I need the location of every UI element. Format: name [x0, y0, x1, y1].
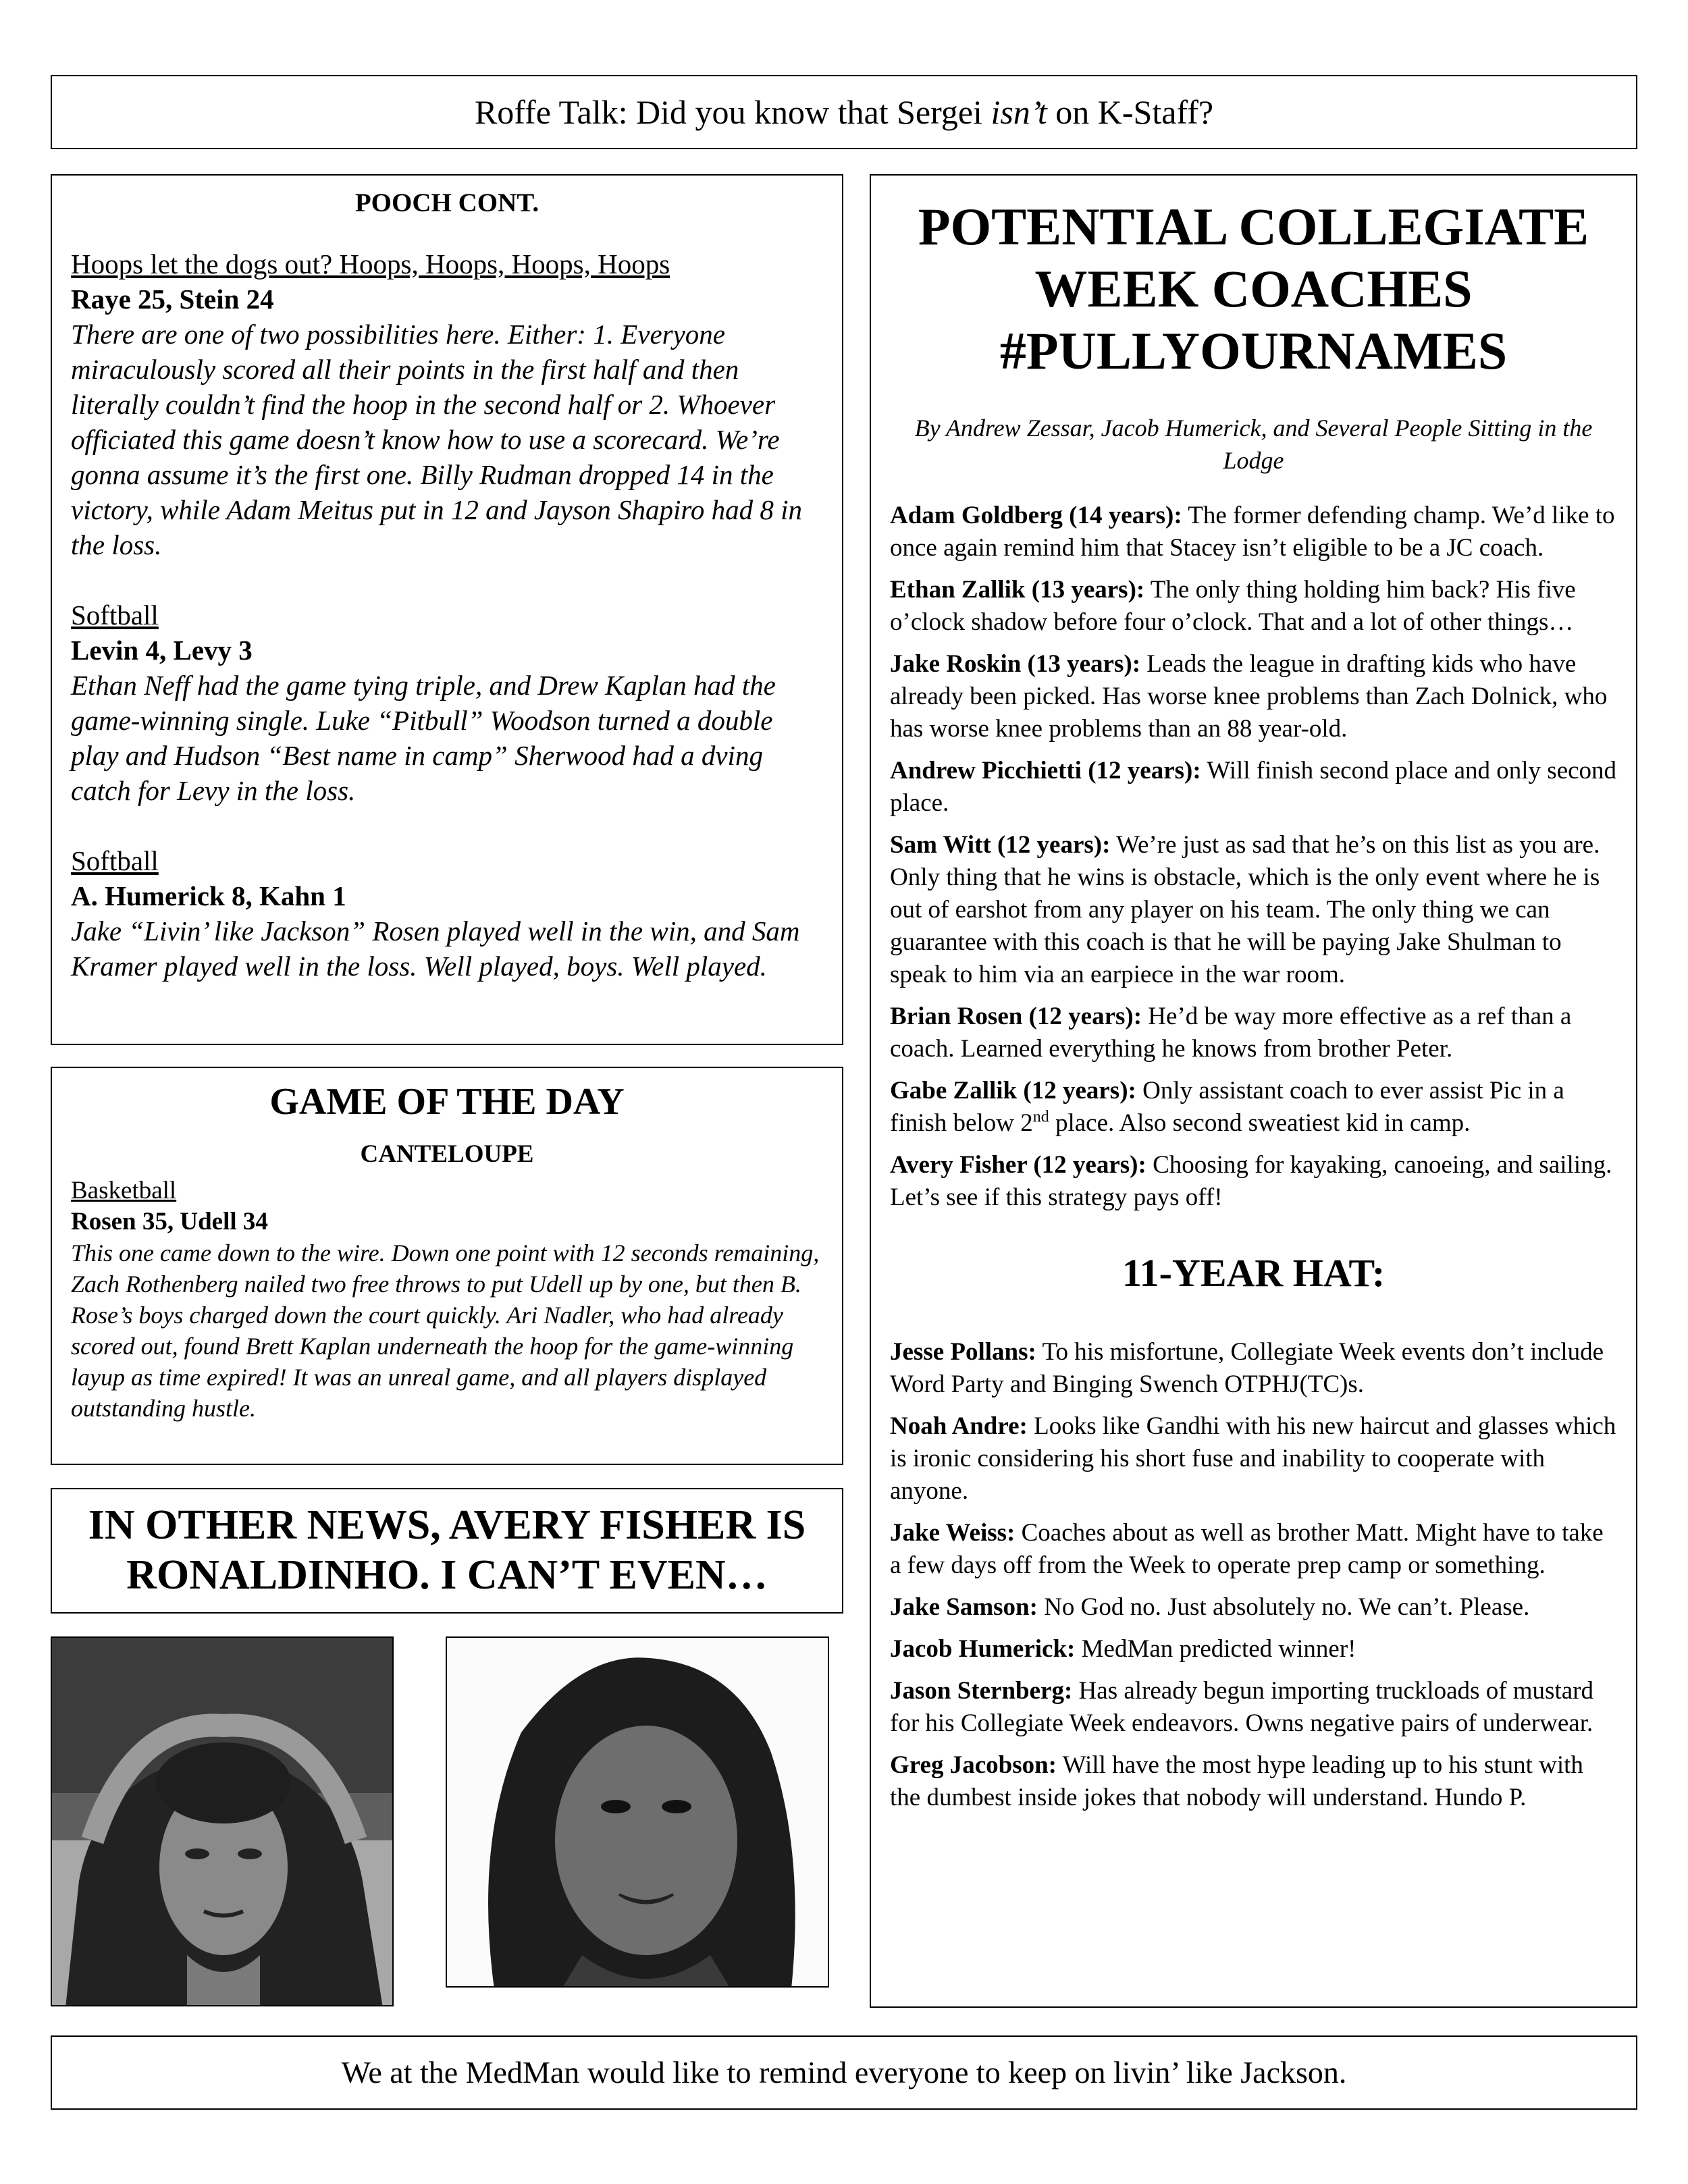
pooch-section — [51, 174, 843, 1045]
hat-text: To his misfortune, Collegiate Week events don’t include Word Party and Binging Swench OTPHJ(TC)s. — [890, 1338, 1604, 1398]
hat-text: Looks like Gandhi with his new haircut and glasses which is ironic considering his short fuse and inability to cooperate with anyone. — [890, 1412, 1616, 1505]
coach-name: Avery Fisher (12 years): — [890, 1151, 1146, 1179]
game-entry — [71, 843, 823, 984]
coach-name: Brian Rosen (12 years): — [890, 1003, 1142, 1030]
game-sport: Softball — [71, 845, 159, 876]
coach-text: The only thing holding him back? His five o’clock shadow before four o’clock. That and a lot of other things… — [890, 576, 1576, 636]
hat-text: No God no. Just absolutely no. We can’t. Please. — [1037, 1593, 1530, 1621]
coach-text-post: place. Also second sweatiest kid in camp. — [1049, 1109, 1471, 1137]
coach-entry — [890, 1149, 1617, 1214]
hat-text: MedMan predicted winner! — [1075, 1635, 1356, 1663]
coach-entry — [890, 574, 1617, 639]
coach-text: Leads the league in drafting kids who have already been picked. Has worse knee problems than Zach Dolnick, who has worse knee problems than an 88 year-old. — [890, 650, 1608, 743]
coaches-title: POTENTIAL COLLEGIATE WEEK COACHES #PULLYOURNAMES — [918, 197, 1589, 380]
game-score: Raye 25, Stein 24 — [71, 284, 274, 315]
hat-text: Coaches about as well as brother Matt. Might have to take a few days off from the Week to operate prep camp or something. — [890, 1519, 1604, 1579]
coach-name: Gabe Zallik (12 years): — [890, 1077, 1136, 1104]
game-sport: Hoops let the dogs out? Hoops, Hoops, Hoops, Hoops — [71, 248, 670, 279]
coaches-section — [870, 174, 1637, 2008]
hat-name: Jacob Humerick: — [890, 1635, 1076, 1663]
game-blurb: Ethan Neff had the game tying triple, and Drew Kaplan had the game-winning single. Luke “Pitbull” Woodson turned a double play and Hudson “Best name in camp” Sherwood had a dving catch for Levy in the loss. — [71, 670, 776, 806]
god-sport: Basketball — [71, 1177, 177, 1204]
ronaldinho-photo — [446, 1636, 829, 1988]
hat-entry — [890, 1336, 1617, 1401]
coach-entry — [890, 1075, 1617, 1140]
hat-text: Has already begun importing truckloads of mustard for his Collegiate Week endeavors. Owns negative pairs of underwear. — [890, 1677, 1593, 1737]
hat-name: Greg Jacobson: — [890, 1751, 1057, 1779]
hat-text: Will have the most hype leading up to his stunt with the dumbest inside jokes that nobody will understand. Hundo P. — [890, 1751, 1583, 1811]
coach-name: Sam Witt (12 years): — [890, 831, 1111, 859]
hat-name: Noah Andre: — [890, 1412, 1028, 1440]
coach-text: He’d be way more effective as a ref than a coach. Learned everything he knows from brother Peter. — [890, 1003, 1572, 1063]
coach-text: Choosing for kayaking, canoeing, and sailing. Let’s see if this strategy pays off! — [890, 1151, 1612, 1211]
god-subtitle: CANTELOUPE — [360, 1140, 534, 1168]
coach-text: Will finish second place and only second place. — [890, 757, 1617, 817]
hat-entry — [890, 1410, 1617, 1508]
header-text-pre: Roffe Talk: Did you know that Sergei — [474, 93, 991, 131]
hat-entry — [890, 1591, 1617, 1624]
hat-name: Jake Samson: — [890, 1593, 1038, 1621]
game-score: A. Humerick 8, Kahn 1 — [71, 880, 346, 911]
hat-entry — [890, 1633, 1617, 1666]
god-blurb: This one came down to the wire. Down one point with 12 seconds remaining, Zach Rothenberg nailed two free throws to put Udell up by one, but then B. Rose’s boys charged down the court quickly. Ari Nadler, who had already scored out, found Brett Kaplan underneath the hoop for the game-winning layup as time expired! It was an unreal game, and all players displayed outstanding hustle. — [71, 1240, 820, 1422]
news-headline: IN OTHER NEWS, AVERY FISHER IS RONALDINHO. I CAN’T EVEN… — [51, 1488, 843, 1614]
game-sport: Softball — [71, 600, 159, 631]
hat-name: Jason Sternberg: — [890, 1677, 1073, 1705]
hat-entry — [890, 1675, 1617, 1740]
coach-text-sup: nd — [1032, 1108, 1049, 1126]
coach-entry — [890, 755, 1617, 820]
footer-banner: We at the MedMan would like to remind everyone to keep on livin’ like Jackson. — [51, 2035, 1637, 2110]
hat-entry — [890, 1749, 1617, 1814]
coach-name: Adam Goldberg (14 years): — [890, 502, 1182, 529]
coach-entry — [890, 829, 1617, 991]
coach-entry — [890, 1001, 1617, 1065]
coach-text: Only assistant coach to ever assist Pic in a finish below 2 — [890, 1077, 1564, 1137]
game-blurb: Jake “Livin’ like Jackson” Rosen played well in the win, and Sam Kramer played well in the loss. Well played, boys. Well played. — [71, 915, 800, 982]
game-blurb: There are one of two possibilities here. Either: 1. Everyone miraculously scored all their points in the first half and then literally couldn’t find the hoop in the second half or 2. Whoever officiated this game doesn’t know how to use a scorecard. We’re gonna assume it’s the first one. Billy Rudman dropped 14 in the victory, while Adam Meitus put in 12 and Jayson Shapiro had 8 in the loss. — [71, 319, 802, 560]
hat-title: 11-YEAR HAT: — [1122, 1251, 1386, 1295]
game-score: Levin 4, Levy 3 — [71, 635, 253, 666]
hat-entry — [890, 1517, 1617, 1582]
coach-entry — [890, 500, 1617, 564]
coach-text: We’re just as sad that he’s on this list as you are. Only thing that he wins is obstacle, which is the only event where he is out of earshot from any player on his team. The only thing we can guarantee with this coach is that he will be paying Jake Shulman to speak to him via an earpiece in the war room. — [890, 831, 1600, 988]
coach-name: Ethan Zallik (13 years): — [890, 576, 1145, 604]
game-entry — [71, 597, 823, 808]
god-score: Rosen 35, Udell 34 — [71, 1208, 268, 1235]
game-of-the-day — [51, 1067, 843, 1465]
coach-name: Jake Roskin (13 years): — [890, 650, 1141, 678]
god-title: GAME OF THE DAY — [269, 1081, 625, 1123]
coach-text: The former defending champ. We’d like to once again remind him that Stacey isn’t eligible to be a JC coach. — [890, 502, 1615, 562]
coach-name: Andrew Picchietti (12 years): — [890, 757, 1201, 784]
avery-fisher-photo — [51, 1636, 394, 2006]
header-text-post: on K-Staff? — [1047, 93, 1214, 131]
game-entry — [71, 246, 823, 562]
hat-name: Jake Weiss: — [890, 1519, 1016, 1547]
coaches-byline: By Andrew Zessar, Jacob Humerick, and Several People Sitting in the Lodge — [914, 415, 1593, 474]
pooch-heading: POOCH CONT. — [354, 188, 539, 217]
coach-entry — [890, 648, 1617, 745]
header-text-em: isn’t — [991, 93, 1047, 131]
header-banner — [51, 75, 1637, 149]
hat-name: Jesse Pollans: — [890, 1338, 1036, 1366]
